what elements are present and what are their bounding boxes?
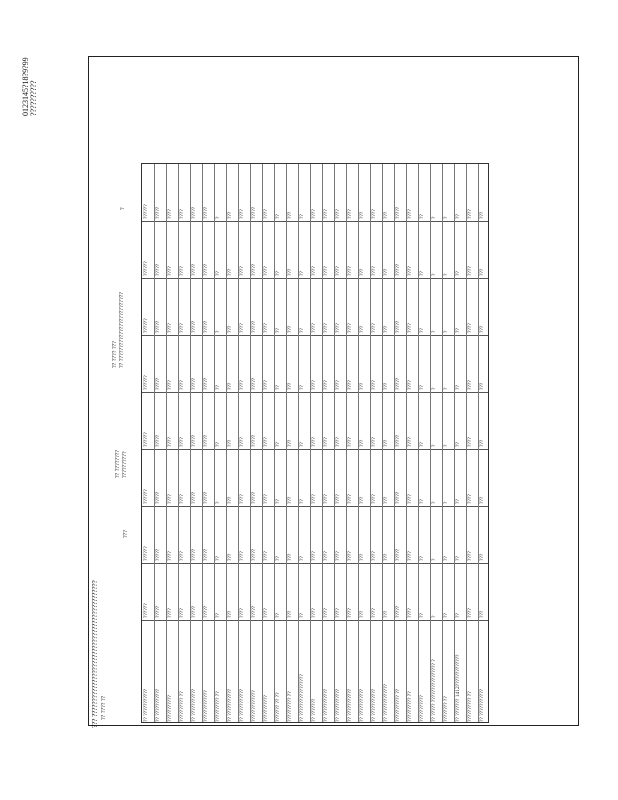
table-cell: ????? [191,320,197,333]
table-cell: ???? [335,494,341,504]
table-cell: ?? [443,613,449,618]
table-title: ??? ???????????????????????????????????????????? [91,580,99,728]
table-cell: ?? [455,613,461,618]
table-cell: ???? [407,608,413,618]
table-cell: ? [443,330,449,333]
table-cell: ???? [263,608,269,618]
table-cell: ??? [359,325,365,333]
table-cell: ????? [251,434,257,447]
table-cell: ???? [347,209,353,219]
table-cell: ???? [179,608,185,618]
table-cell: ? [431,501,437,504]
table-cell: ?????? [143,546,149,561]
table-cell: ? [431,330,437,333]
table-cell: ??? [383,268,389,276]
table-cell: ???? [311,323,317,333]
table-cell: ???? [323,494,329,504]
table-row-label: ?? ??????????? [155,688,161,722]
table-cell: ??? [227,553,233,561]
table-cell: ??? [287,268,293,276]
table-cell: ?? [299,214,305,219]
table-row-label: ???????? ?? [443,696,449,722]
table-cell: ???? [323,608,329,618]
table-cell: ???? [467,608,473,618]
table-cell: ??? [359,553,365,561]
table-cell: ????? [191,548,197,561]
table-cell: ??? [359,610,365,618]
table-cell: ????? [191,377,197,390]
column-separator [142,563,488,564]
table-cell: ???? [467,437,473,447]
table-cell: ??? [227,610,233,618]
table-row-label: ??????????? [419,695,425,722]
table-cell: ??? [359,439,365,447]
table-cell: ??? [479,610,485,618]
table-cell: ?? [275,556,281,561]
table-cell: ?? [419,271,425,276]
table-cell: ?? [419,442,425,447]
table-cell: ? [443,387,449,390]
table-cell: ??? [479,496,485,504]
table-cell: ? [431,216,437,219]
table-cell: ???? [407,494,413,504]
table-cell: ???? [407,323,413,333]
table-cell: ??? [287,496,293,504]
table-cell: ? [215,216,221,219]
table-cell: ???? [167,323,173,333]
table-cell: ???? [347,437,353,447]
table-cell: ???? [311,437,317,447]
table-cell: ????? [203,320,209,333]
table-row-label: ?? ??????????? [227,688,233,722]
table-cell: ???? [263,209,269,219]
table-cell: ???? [311,551,317,561]
table-cell: ??? [287,211,293,219]
table-cell: ?? [275,214,281,219]
table-cell: ???? [263,380,269,390]
table-cell: ?? [275,271,281,276]
table-cell: ???? [347,323,353,333]
table-row-label: ????????????? [251,690,257,722]
table-cell: ?? [455,556,461,561]
frame-bottom-rule [88,725,579,726]
table-cell: ??? [383,610,389,618]
table-cell: ????? [203,377,209,390]
table-cell: ?? [455,328,461,333]
table-cell: ????? [395,377,401,390]
page-code: 0123145?18?9?99 [21,57,30,116]
table-row-label: ?? ??????????? [371,688,377,722]
table-cell: ??? [479,382,485,390]
table-cell: ????? [191,605,197,618]
table-cell: ?? [443,556,449,561]
table-cell: ???? [311,608,317,618]
table-cell: ????? [203,434,209,447]
table-cell: ???? [167,551,173,561]
table-cell: ?????? [143,318,149,333]
table-cell: ? [431,615,437,618]
table-cell: ????? [191,263,197,276]
table-cell: ?????? [143,603,149,618]
table-row-label: ??????????? ?? [395,688,401,722]
table-cell: ???? [467,380,473,390]
table-cell: ???? [167,494,173,504]
table-cell: ???? [179,209,185,219]
table-cell: ???? [239,551,245,561]
table-cell: ???? [407,209,413,219]
table-cell: ????? [395,434,401,447]
column-separator [142,449,488,450]
table-cell: ???? [323,323,329,333]
table-cell: ????? [155,320,161,333]
column-separator [142,335,488,336]
table-cell: ????? [155,548,161,561]
table-cell: ???? [263,266,269,276]
table-cell: ???? [467,209,473,219]
table-row-label: ?? ??????????? [191,688,197,722]
table-cell: ????? [395,491,401,504]
table-cell: ???? [467,266,473,276]
table-cell: ??? [383,382,389,390]
table-row-label: ?? ??????????? [323,688,329,722]
table-cell: ???? [167,266,173,276]
table-cell: ??? [359,211,365,219]
table-cell: ??? [227,439,233,447]
table-cell: ? [431,444,437,447]
table-cell: ???? [167,209,173,219]
table-cell: ???? [263,551,269,561]
table-cell: ??? [479,268,485,276]
table-cell: ???? [311,266,317,276]
table-row-label: ?? ????? ???????????????? ? [431,659,437,722]
table-cell: ? [431,558,437,561]
table-cell: ????? [203,263,209,276]
table-cell: ?? [215,271,221,276]
table-cell: ????? [395,548,401,561]
table-row-label: ??????? ?? ?? [275,692,281,722]
table-cell: ???? [371,323,377,333]
table-cell: ???? [179,380,185,390]
column-header-group-1: ??? [123,530,129,538]
table-cell: ????? [251,605,257,618]
table-cell: ?? [419,613,425,618]
table-subtitle: ?? ???? ?? [101,695,107,720]
table-cell: ?? [215,385,221,390]
table-cell: ???? [467,551,473,561]
table-cell: ???? [323,380,329,390]
table-cell: ???? [335,437,341,447]
table-cell: ? [431,387,437,390]
table-cell: ?? [299,499,305,504]
table-cell: ???? [311,380,317,390]
table-cell: ?? [275,499,281,504]
table-cell: ???? [371,437,377,447]
table-cell: ? [443,273,449,276]
table-cell: ?????? [143,375,149,390]
table-cell: ?? [455,442,461,447]
table-cell: ???? [467,494,473,504]
table-row-label: ????????????? [203,690,209,722]
table-row-label: ?????????? ?? [179,691,185,722]
table-cell: ???? [407,266,413,276]
table-cell: ?? [299,442,305,447]
table-cell: ???? [335,608,341,618]
table-row-label: ?? ??????????? [359,688,365,722]
table-cell: ????? [203,548,209,561]
column-separator [142,392,488,393]
table-cell: ?? [299,271,305,276]
table-cell: ???? [323,551,329,561]
table-row-label: ?? ??????????? [347,688,353,722]
table-row-label: ?? ??????????? [335,688,341,722]
table-cell: ????? [155,491,161,504]
table-cell: ?????? [143,204,149,219]
table-cell: ???? [239,494,245,504]
table-cell: ??? [479,325,485,333]
table-cell: ????? [395,206,401,219]
table-cell: ????? [203,206,209,219]
table-cell: ???? [179,494,185,504]
table-cell: ? [443,444,449,447]
table-cell: ?????? [143,432,149,447]
column-separator [142,620,488,621]
table-row-label: ?? ??????? [311,698,317,722]
table-cell: ??? [287,553,293,561]
table-cell: ???? [179,323,185,333]
table-cell: ?? [455,214,461,219]
table-cell: ???? [407,551,413,561]
table-cell: ?? [419,385,425,390]
table-cell: ?? [215,613,221,618]
table-cell: ? [443,501,449,504]
column-header-group-3: ?? ???? ??? ?? ?????????????????????????? [112,291,125,368]
table-cell: ????? [203,491,209,504]
table-cell: ????? [191,491,197,504]
table-cell: ????? [203,605,209,618]
table-cell: ???? [167,437,173,447]
table-cell: ??? [383,211,389,219]
column-header-group-2: ?? ???????? ?????????? [115,449,128,478]
table-cell: ???? [179,437,185,447]
table-cell: ???? [347,380,353,390]
table-cell: ???? [335,209,341,219]
table-cell: ?? [275,613,281,618]
table-cell: ??? [287,439,293,447]
table-cell: ????? [395,605,401,618]
table-cell: ????? [155,605,161,618]
table-cell: ???? [263,494,269,504]
table-cell: ???? [347,608,353,618]
table-cell: ???? [371,209,377,219]
table-cell: ???? [239,437,245,447]
table-row-label: ?? ????????????? [383,684,389,722]
table-cell: ????? [251,263,257,276]
table-cell: ???? [347,494,353,504]
table-cell: ?? [299,556,305,561]
table-cell: ???? [347,551,353,561]
table-cell: ???? [239,266,245,276]
table-cell: ????? [251,548,257,561]
table-cell: ???? [467,323,473,333]
table-cell: ? [431,273,437,276]
table-cell: ???? [239,323,245,333]
table-row-label: ?????????? ?? [407,691,413,722]
table-cell: ??? [227,268,233,276]
table-cell: ????? [155,206,161,219]
table-cell: ?? [419,328,425,333]
table-cell: ??? [479,553,485,561]
table-cell: ?? [419,214,425,219]
table-cell: ?? [215,442,221,447]
table-cell: ???? [263,437,269,447]
table-cell: ??? [383,439,389,447]
table-cell: ????? [251,320,257,333]
column-header-group-4: ? [120,207,126,210]
table-row-label: ?????????? ?? [287,691,293,722]
table-cell: ??? [227,325,233,333]
table-cell: ???? [347,266,353,276]
table-cell: ????? [191,206,197,219]
table-cell: ?????? [143,489,149,504]
table-cell: ???? [371,551,377,561]
table-cell: ??? [227,211,233,219]
table-cell: ???? [335,266,341,276]
table-cell: ?? [275,385,281,390]
table-cell: ? [443,216,449,219]
table-cell: ???? [335,380,341,390]
table-cell: ??? [287,610,293,618]
table-cell: ????? [155,434,161,447]
table-cell: ????? [155,263,161,276]
table-cell: ???? [371,608,377,618]
table-cell: ??? [227,496,233,504]
data-table [141,163,489,723]
table-cell: ??? [383,553,389,561]
table-cell: ???? [167,380,173,390]
table-cell: ??? [287,325,293,333]
table-cell: ???? [371,380,377,390]
table-cell: ??? [479,211,485,219]
page-code-secondary: ?????????? [29,80,38,116]
table-row-label: ?? ??????????? [239,688,245,722]
table-cell: ???? [167,608,173,618]
table-cell: ???? [323,209,329,219]
table-row-label: ?????????? ?? [467,691,473,722]
table-cell: ? [215,501,221,504]
table-cell: ????? [395,263,401,276]
table-row-label: ??????????? [263,695,269,722]
table-cell: ?? [215,556,221,561]
table-cell: ???? [323,437,329,447]
table-cell: ?? [275,328,281,333]
table-row-label: ?? ????????????????? [299,674,305,722]
table-cell: ???? [239,209,245,219]
table-cell: ???? [263,323,269,333]
table-cell: ???? [371,494,377,504]
table-cell: ???? [239,380,245,390]
table-cell: ????? [395,320,401,333]
table-cell: ?? [455,499,461,504]
table-cell: ? [215,330,221,333]
table-row-label: ?????????? ?? [215,691,221,722]
table-cell: ?? [299,385,305,390]
table-cell: ??? [383,496,389,504]
table-cell: ????? [251,206,257,219]
table-cell: ???? [323,266,329,276]
table-cell: ????? [251,491,257,504]
table-cell: ???? [335,323,341,333]
table-cell: ??? [287,382,293,390]
table-cell: ???? [311,209,317,219]
table-cell: ???? [335,551,341,561]
table-cell: ???? [407,437,413,447]
table-row-label: ?? ??????????? [143,688,149,722]
table-cell: ??? [479,439,485,447]
column-separator [142,221,488,222]
table-row-label: ?? ??????????? [479,688,485,722]
table-row-label: ??????????? [167,695,173,722]
table-cell: ??? [359,382,365,390]
frame-top-rule [88,56,579,57]
table-cell: ???? [407,380,413,390]
table-cell: ?? [455,385,461,390]
table-cell: ????? [155,377,161,390]
table-cell: ??? [227,382,233,390]
table-cell: ??? [383,325,389,333]
table-cell: ??? [359,268,365,276]
table-cell: ?? [299,328,305,333]
table-cell: ???? [311,494,317,504]
column-separator [142,278,488,279]
table-cell: ???? [371,266,377,276]
table-row-label: ?? ??????? 1412????????????? [455,654,461,722]
table-cell: ?? [455,271,461,276]
frame-left-rule [88,56,89,726]
table-cell: ????? [251,377,257,390]
column-separator [142,506,488,507]
table-cell: ?? [419,556,425,561]
table-cell: ??? [359,496,365,504]
table-cell: ?? [299,613,305,618]
table-cell: ?? [275,442,281,447]
table-cell: ?????? [143,261,149,276]
frame-right-rule [578,56,579,726]
table-cell: ?? [419,499,425,504]
table-cell: ???? [179,551,185,561]
table-cell: ???? [179,266,185,276]
table-cell: ????? [191,434,197,447]
table-cell: ???? [239,608,245,618]
